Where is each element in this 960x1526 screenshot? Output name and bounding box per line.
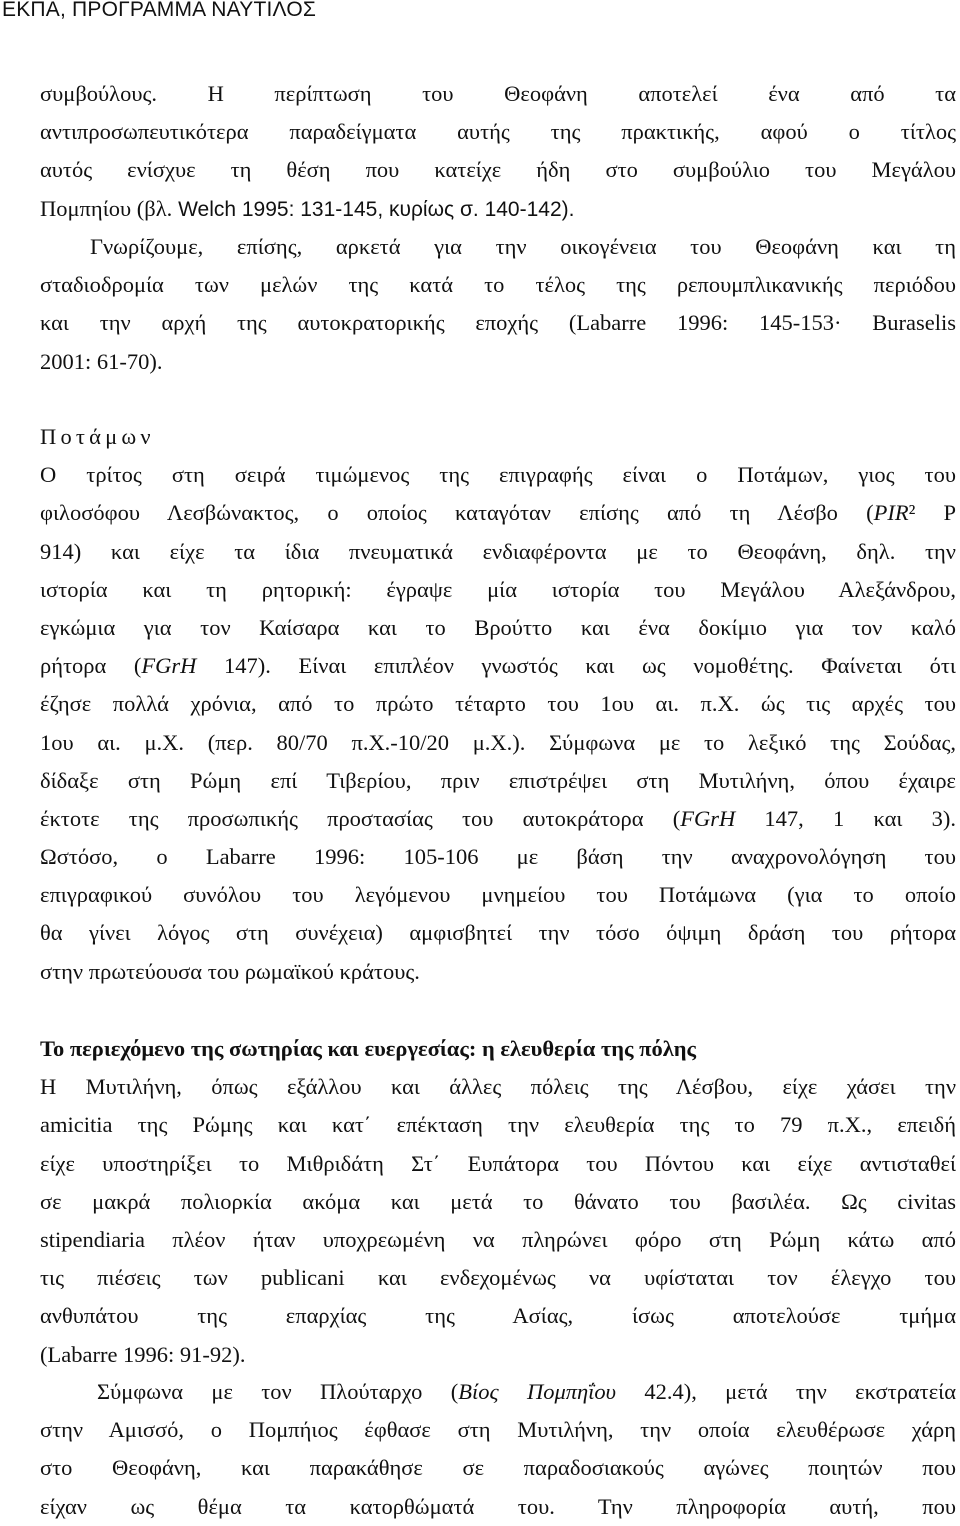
freedom-section: [40, 1030, 956, 1374]
text-line: δίδαξε στη Ρώμη επί Τιβερίου, πριν επιστρέψει στη Μυτιλήνη, όπου έχαιρε: [40, 767, 956, 793]
text-line: 914) και είχε τα ίδια πνευματικά ενδιαφέροντα με το Θεοφάνη, δηλ. την: [40, 538, 956, 564]
text-fragment: ² P: [908, 500, 956, 526]
paragraph-theophanes-family: [40, 228, 956, 381]
text-line: αντιπροσωπευτικότερα παραδείγματα αυτής της πρακτικής, αφού ο τίτλος: [40, 119, 956, 145]
citation-welch: Welch 1995: 131-145, κυρίως σ. 140-142).: [172, 197, 575, 221]
text-line: στην Αμισσό, ο Πομπήιος έφθασε στη Μυτιλήνη, την οποία ελευθέρωσε χάρη: [40, 1417, 956, 1443]
text-line: θα γίνει λόγος στη συνέχεια) αμφισβητεί την τόσο όψιμη δράση του ρήτορα: [40, 920, 956, 946]
citation-fgrh: FGrH: [141, 653, 197, 679]
text-line: Η Μυτιλήνη, όπως εξάλλου και άλλες πόλεις της Λέσβου, είχε χάσει την: [40, 1074, 956, 1100]
text-line: (Labarre 1996: 91-92).: [40, 1341, 246, 1367]
text-line: [40, 190, 956, 228]
text-fragment: 147). Είναι επιπλέον γνωστός και ως νομοθέτης. Φαίνεται ότι: [196, 653, 956, 679]
text-line: στο Θεοφάνη, και παρακάθησε σε παραδοσιακούς αγώνες ποιητών που: [40, 1455, 956, 1481]
text-line: amicitia της Ρώμης και κατ΄ επέκταση την ελευθερία της το 79 π.Χ., επειδή: [40, 1112, 956, 1138]
text-fragment: 42.4), μετά την εκστρατεία: [616, 1379, 956, 1404]
text-fragment: Πομπηίου (βλ.: [40, 195, 173, 221]
text-line: είχε υποστηρίξει το Μιθριδάτη Στ΄ Ευπάτορα του Πόντου και είχε αντισταθεί: [40, 1150, 956, 1176]
paragraph-theophanes-council: [40, 75, 956, 228]
text-line: stipendiaria πλέον ήταν υποχρεωμένη να πληρώνει φόρο στη Ρώμη κάτω από: [40, 1226, 956, 1252]
text-line: τις πιέσεις των publicani και ενδεχομένως να υφίσταται τον έλεγχο του: [40, 1265, 956, 1291]
text-line: συμβούλους. Η περίπτωση του Θεοφάνη αποτελεί ένα από τα: [40, 81, 956, 106]
text-fragment: Σύμφωνα με τον Πλούταρχο (: [97, 1379, 459, 1404]
text-line: 2001: 61-70).: [40, 348, 163, 374]
text-fragment: έκτοτε της προσωπικής προστασίας του αυτοκράτορα (: [40, 805, 681, 831]
text-line: [40, 494, 956, 532]
text-line: αυτός ενίσχυε τη θέση που κατείχε ήδη στο συμβούλιο του Μεγάλου: [40, 157, 956, 183]
subheading-potamon: Ποτάμων: [40, 424, 155, 449]
text-line: [40, 800, 956, 838]
paragraph-plutarch: [40, 1373, 956, 1526]
text-line: έζησε πολλά χρόνια, από το πρώτο τέταρτο του 1ου αι. π.Χ. ώς τις αρχές του: [40, 691, 956, 717]
text-fragment: 147, 1 και 3).: [735, 805, 956, 831]
text-line: σε μακρά πολιορκία ακόμα και μετά το θάνατο του βασιλέα. Ως civitas: [40, 1188, 956, 1214]
text-fragment: φιλοσόφου Λεσβώνακτος, ο οποίος καταγόταν επίσης από τη Λέσβο (: [40, 500, 874, 526]
potamon-section: [40, 418, 956, 991]
text-line: και την αρχή της αυτοκρατορικής εποχής (Labarre 1996: 145-153· Buraselis: [40, 310, 956, 336]
text-line: [40, 1373, 956, 1411]
text-line: [40, 647, 956, 685]
text-line: Ο τρίτος στη σειρά τιμώμενος της επιγραφής είναι ο Ποτάμων, γιος του: [40, 462, 956, 488]
text-line: εγκώμια για τον Καίσαρα και το Βρούττο και ένα δοκίμιο για τον καλό: [40, 614, 956, 640]
citation-pir: PIR: [873, 500, 909, 526]
text-line: Ωστόσο, ο Labarre 1996: 105-106 με βάση την αναχρονολόγηση του: [40, 844, 956, 870]
text-line: στην πρωτεύουσα του ρωμαϊκού κράτους.: [40, 958, 420, 984]
text-line: είχαν ως θέμα τα κατορθώματά του. Την πληροφορία αυτή, που: [40, 1493, 956, 1519]
text-line: ιστορία και τη ρητορική: έγραψε μία ιστορία του Μεγάλου Αλεξάνδρου,: [40, 576, 956, 602]
citation-fgrh: FGrH: [680, 805, 736, 831]
running-header: ΕΚΠΑ, ΠΡΟΓΡΑΜΜΑ ΝΑΥΤΙΛΟΣ: [2, 0, 317, 21]
text-fragment: ρήτορα (: [40, 653, 142, 679]
text-line: ανθυπάτου της επαρχίας της Ασίας, ίσως αποτελούσε τμήμα: [40, 1303, 956, 1329]
text-line: 1ου αι. μ.Χ. (περ. 80/70 π.Χ.-10/20 μ.Χ.). Σύμφωνα με το λεξικό της Σούδας,: [40, 729, 956, 755]
text-line: Γνωρίζουμε, επίσης, αρκετά για την οικογένεια του Θεοφάνη και τη: [90, 234, 956, 259]
text-line: σταδιοδρομία των μελών της κατά το τέλος της ρεπουμπλικανικής περιόδου: [40, 272, 956, 298]
text-line: επιγραφικού συνόλου του λεγόμενου μνημείου του Ποτάμωνα (για το οποίο: [40, 882, 956, 908]
citation-plutarch-pompey: Βίος Πομπηΐου: [458, 1379, 617, 1404]
section-heading: Το περιεχόμενο της σωτηρίας και ευεργεσίας: η ελευθερία της πόλης: [40, 1036, 697, 1061]
